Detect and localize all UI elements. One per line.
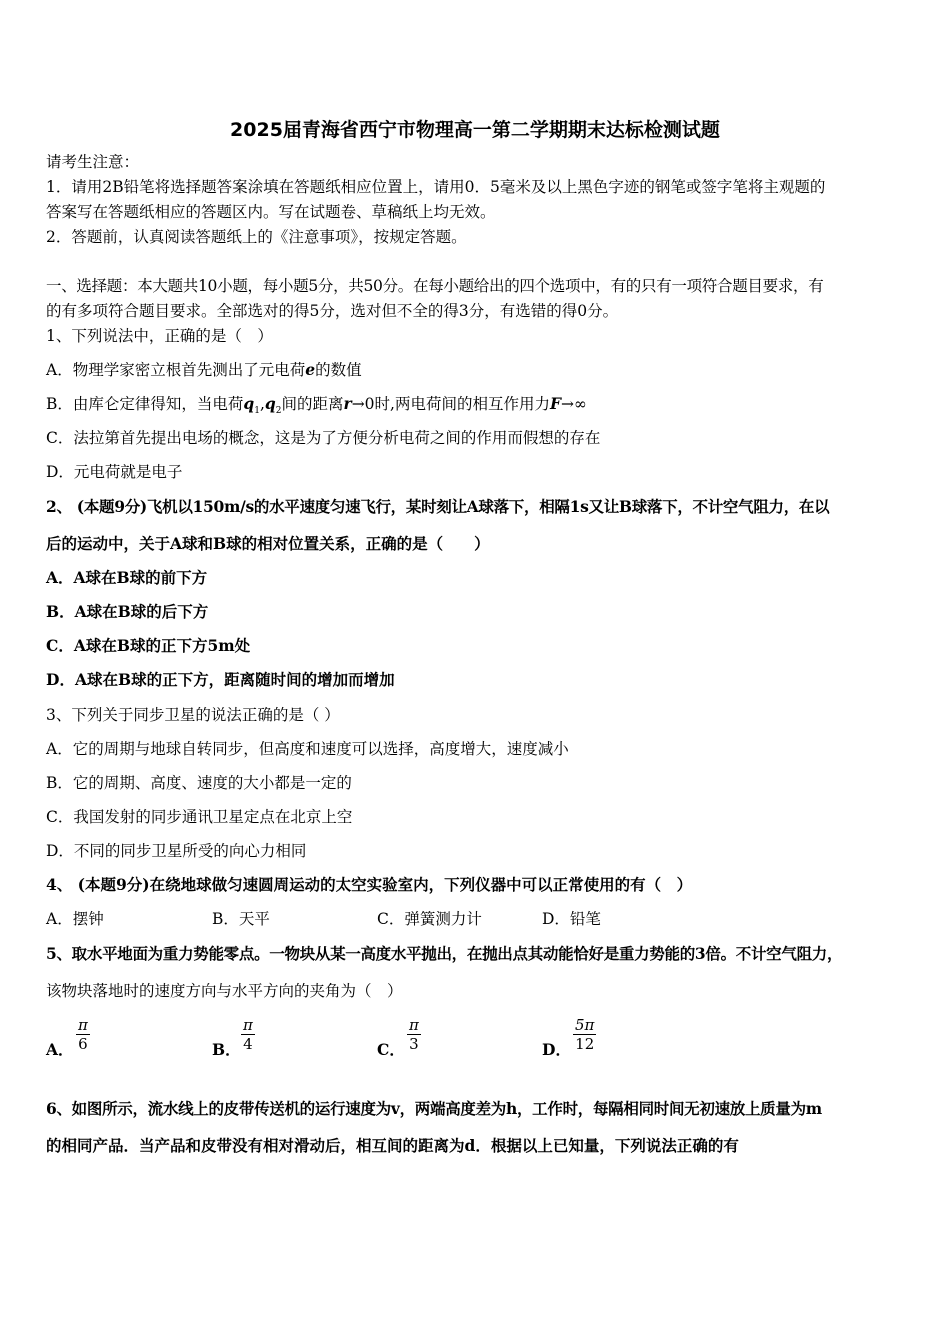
notice-heading: 请考生注意： [46, 153, 140, 171]
notice-line-1b: 答案写在答题纸相应的答题区内。写在试题卷、草稿纸上均无效。 [46, 203, 496, 221]
q1-option-b: B．由库仑定律得知，当电荷$q_1,q_2$间的距离r→0时,两电荷间的相互作用力F→∞ [46, 394, 587, 417]
q2-option-d: D．A球在B球的正下方，距离随时间的增加而增加 [46, 670, 395, 689]
notice-line-2: 2．答题前，认真阅读答题纸上的《注意事项》，按规定答题。 [46, 228, 467, 246]
section-intro-2: 的有多项符合题目要求。全部选对的得5分，选对但不全的得3分，有选错的得0分。 [46, 302, 619, 320]
q5-stem-2: 该物块落地时的速度方向与水平方向的夹角为（ ） [46, 982, 403, 1000]
q4-option-b: B．天平 [212, 910, 270, 928]
q1-stem: 1、下列说法中，正确的是（ ） [46, 327, 273, 345]
q5-option-d-label: D． [542, 1040, 571, 1059]
q4-stem: 4、 (本题9分)在绕地球做匀速圆周运动的太空实验室内，下列仪器中可以正常使用的有（ ） [46, 875, 693, 894]
q6-stem-1: 6、如图所示，流水线上的皮带传送机的运行速度为v，两端高度差为h，工作时，每隔相同时间无初速放上质量为m [46, 1099, 822, 1118]
q1-option-d: D．元电荷就是电子 [46, 463, 183, 481]
q2-option-b: B．A球在B球的后下方 [46, 602, 209, 621]
q5-option-a-fraction: $\frac{\pi}{6}$ [78, 1016, 88, 1053]
q5-option-b-fraction: $\frac{\pi}{4}$ [243, 1016, 253, 1053]
q2-stem-2: 后的运动中，关于A球和B球的相对位置关系，正确的是（ ） [46, 534, 490, 553]
q5-option-c-label: C． [377, 1040, 405, 1059]
q3-option-c: C．我国发射的同步通讯卫星定点在北京上空 [46, 808, 353, 826]
q1-option-c: C．法拉第首先提出电场的概念，这是为了方便分析电荷之间的作用而假想的存在 [46, 429, 601, 447]
q5-option-c-fraction: $\frac{\pi}{3}$ [409, 1016, 419, 1053]
q6-stem-2: 的相同产品．当产品和皮带没有相对滑动后，相互间的距离为d．根据以上已知量，下列说法正确的有 [46, 1136, 739, 1155]
q3-stem: 3、下列关于同步卫星的说法正确的是（ ） [46, 706, 340, 724]
page-title: 2025届青海省西宁市物理高一第二学期期末达标检测试题 [230, 119, 720, 141]
q5-stem-1: 5、取水平地面为重力势能零点。一物块从某一高度水平抛出，在抛出点其动能恰好是重力势能的3倍。不计空气阻力， [46, 944, 843, 963]
q2-option-a: A．A球在B球的前下方 [46, 568, 208, 587]
q3-option-d: D．不同的同步卫星所受的向心力相同 [46, 842, 307, 860]
q4-option-d: D．铅笔 [542, 910, 601, 928]
q1-option-a: A．物理学家密立根首先测出了元电荷e的数值 [46, 360, 362, 379]
section-intro-1: 一、选择题：本大题共10小题，每小题5分，共50分。在每小题给出的四个选项中，有的只有一项符合题目要求，有 [46, 277, 824, 295]
q3-option-b: B．它的周期、高度、速度的大小都是一定的 [46, 774, 352, 792]
q2-option-c: C．A球在B球的正下方5m处 [46, 636, 251, 655]
notice-line-1a: 1．请用2B铅笔将选择题答案涂填在答题纸相应位置上，请用0．5毫米及以上黑色字迹的钢笔或签字笔将主观题的 [46, 178, 826, 196]
q4-option-a: A．摆钟 [46, 910, 104, 928]
q3-option-a: A．它的周期与地球自转同步，但高度和速度可以选择，高度增大，速度减小 [46, 740, 569, 758]
q5-option-b-label: B． [212, 1040, 241, 1059]
q5-option-a-label: A． [46, 1040, 74, 1059]
q2-stem-1: 2、 (本题9分)飞机以150m/s的水平速度匀速飞行，某时刻让A球落下，相隔1s又让B球落下，不计空气阻力，在以 [46, 497, 830, 516]
q5-option-d-fraction: $\frac{5\pi}{12}$ [575, 1016, 595, 1053]
q4-option-c: C．弹簧测力计 [377, 910, 482, 928]
